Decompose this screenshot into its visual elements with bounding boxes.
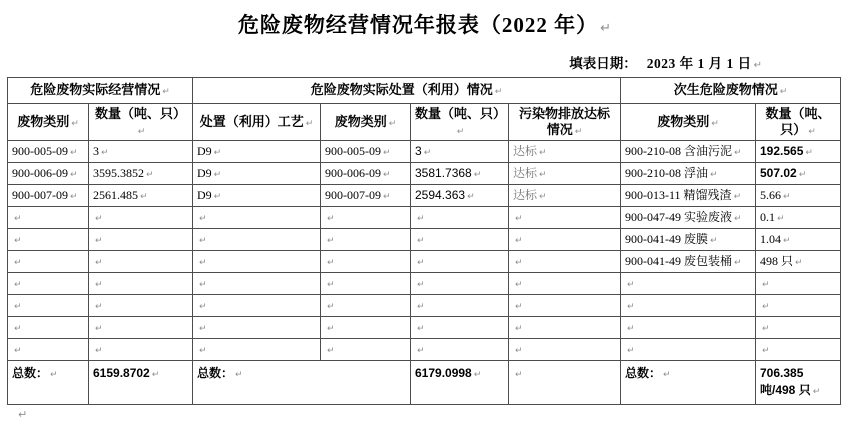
pilcrow-mark: ↵ <box>213 191 222 202</box>
table-cell[interactable] <box>321 339 411 361</box>
pilcrow-mark: ↵ <box>515 323 523 334</box>
table-cell[interactable] <box>411 207 509 229</box>
table-cell[interactable] <box>8 273 89 295</box>
cell-text: 达标 <box>513 187 538 202</box>
pilcrow-mark: ↵ <box>515 257 523 268</box>
table-cell[interactable] <box>509 317 621 339</box>
table-cell[interactable] <box>509 251 621 273</box>
pilcrow-mark: ↵ <box>423 147 432 158</box>
col-header-quantity-2[interactable] <box>411 104 509 141</box>
table-cell[interactable] <box>411 273 509 295</box>
pilcrow-mark: ↵ <box>14 279 22 290</box>
pilcrow-mark: ↵ <box>95 235 103 246</box>
pilcrow-mark: ↵ <box>199 257 207 268</box>
cell-text: 498 只 <box>760 253 794 268</box>
cell-text: 达标 <box>513 143 538 158</box>
table-cell[interactable] <box>621 141 756 163</box>
pilcrow-mark: ↵ <box>762 323 770 334</box>
table-cell[interactable] <box>621 207 756 229</box>
table-row <box>8 273 841 295</box>
cell-text: D9 <box>197 187 212 202</box>
cell-text: 6159.8702 <box>93 366 150 380</box>
pilcrow-mark: ↵ <box>494 87 503 98</box>
table-cell[interactable] <box>8 317 89 339</box>
table-cell[interactable] <box>509 141 621 163</box>
table-cell[interactable] <box>621 229 756 251</box>
table-cell[interactable] <box>756 207 841 229</box>
col-header-quantity-3[interactable] <box>756 104 841 141</box>
cell-text: 900-007-09 <box>12 187 68 202</box>
fill-date-value: 2023 年 1 月 1 日 <box>646 56 752 71</box>
table-cell[interactable] <box>321 295 411 317</box>
pilcrow-mark: ↵ <box>627 301 635 312</box>
pilcrow-mark: ↵ <box>777 213 785 224</box>
table-cell[interactable] <box>193 229 321 251</box>
pilcrow-mark: ↵ <box>18 408 28 421</box>
cell-text: 总数： <box>197 366 234 380</box>
pilcrow-mark: ↵ <box>70 191 78 202</box>
pilcrow-mark: ↵ <box>417 323 425 334</box>
table-cell[interactable] <box>756 295 841 317</box>
group-header-operation[interactable] <box>8 78 193 104</box>
pilcrow-mark: ↵ <box>14 235 22 246</box>
page-title-text: 危险废物经营情况年报表（2022 年） <box>237 13 599 37</box>
pilcrow-mark: ↵ <box>574 127 583 137</box>
pilcrow-mark: ↵ <box>734 147 742 158</box>
cell-text: 900-210-08 含油污泥 <box>625 143 732 158</box>
pilcrow-mark: ↵ <box>199 235 207 246</box>
pilcrow-mark: ↵ <box>327 257 335 268</box>
table-cell[interactable] <box>321 251 411 273</box>
col-header-text: 废物类别 <box>17 113 70 129</box>
table-cell[interactable] <box>89 251 193 273</box>
table-cell[interactable] <box>89 273 193 295</box>
pilcrow-mark: ↵ <box>305 118 314 129</box>
table-cell[interactable] <box>621 317 756 339</box>
pilcrow-mark: ↵ <box>327 323 335 334</box>
pilcrow-mark: ↵ <box>327 213 335 224</box>
pilcrow-mark: ↵ <box>71 118 79 129</box>
pilcrow-mark: ↵ <box>734 257 742 268</box>
pilcrow-mark: ↵ <box>327 301 335 312</box>
pilcrow-mark: ↵ <box>199 213 207 224</box>
table-cell[interactable] <box>411 295 509 317</box>
pilcrow-mark: ↵ <box>539 191 547 202</box>
table-cell[interactable] <box>621 295 756 317</box>
pilcrow-mark: ↵ <box>456 127 465 137</box>
pilcrow-mark: ↵ <box>515 279 523 290</box>
table-cell[interactable] <box>89 141 193 163</box>
pilcrow-mark: ↵ <box>162 87 170 98</box>
table-cell[interactable] <box>8 163 89 185</box>
pilcrow-mark: ↵ <box>627 279 635 290</box>
cell-text: 2561.485 <box>93 187 138 202</box>
pilcrow-mark: ↵ <box>388 118 397 129</box>
col-header-text: 数量（吨、只） <box>765 105 831 137</box>
table-cell[interactable] <box>621 361 756 405</box>
table-row <box>8 163 841 185</box>
table-cell[interactable] <box>756 317 841 339</box>
pilcrow-mark: ↵ <box>539 147 547 158</box>
table-cell[interactable] <box>89 361 193 405</box>
pilcrow-mark: ↵ <box>95 323 103 334</box>
cell-text: 3595.3852 <box>93 165 144 180</box>
table-cell[interactable] <box>321 207 411 229</box>
col-header-text: 数量（吨、只） <box>94 105 186 121</box>
cell-text: 900-041-49 废包装桶 <box>625 253 732 268</box>
pilcrow-mark: ↵ <box>14 323 22 334</box>
table-cell[interactable] <box>756 141 841 163</box>
col-header-disposal-process[interactable] <box>193 104 321 141</box>
table-cell[interactable] <box>509 295 621 317</box>
col-header-text: 废物类别 <box>657 113 710 129</box>
table-cell[interactable] <box>193 185 321 207</box>
table-cell[interactable] <box>509 229 621 251</box>
pilcrow-mark: ↵ <box>417 345 425 356</box>
column-header-row <box>8 104 841 141</box>
table-cell[interactable] <box>756 185 841 207</box>
pilcrow-mark: ↵ <box>199 345 207 356</box>
pilcrow-mark: ↵ <box>733 191 742 202</box>
table-row <box>8 317 841 339</box>
pilcrow-mark: ↵ <box>327 345 335 356</box>
pilcrow-mark: ↵ <box>798 169 807 180</box>
cell-text: 192.565 <box>760 143 804 158</box>
table-cell[interactable] <box>8 361 89 405</box>
table-cell[interactable] <box>411 339 509 361</box>
table-cell[interactable] <box>321 273 411 295</box>
table-cell[interactable] <box>756 163 841 185</box>
pilcrow-mark: ↵ <box>14 257 22 268</box>
pilcrow-mark: ↵ <box>808 127 816 137</box>
table-cell[interactable] <box>321 141 411 163</box>
cell-text: 900-041-49 废膜 <box>625 231 708 246</box>
table-cell[interactable] <box>8 339 89 361</box>
pilcrow-mark: ↵ <box>137 127 146 137</box>
pilcrow-mark: ↵ <box>515 345 523 356</box>
col-header-waste-category-2[interactable] <box>321 104 411 141</box>
table-cell[interactable] <box>321 185 411 207</box>
pilcrow-mark: ↵ <box>213 147 222 158</box>
pilcrow-mark: ↵ <box>383 191 391 202</box>
fill-date-line[interactable] <box>569 52 762 72</box>
col-header-waste-category-1[interactable] <box>8 104 89 141</box>
cell-text: 900-005-09 <box>12 143 68 158</box>
cell-text: 507.02 <box>760 165 797 180</box>
cell-text: 706.385 吨/498 只 <box>760 366 811 398</box>
pilcrow-mark: ↵ <box>539 169 547 180</box>
pilcrow-mark: ↵ <box>600 21 613 36</box>
table-cell[interactable] <box>8 141 89 163</box>
pilcrow-mark: ↵ <box>515 301 523 312</box>
pilcrow-mark: ↵ <box>467 191 475 202</box>
table-cell[interactable] <box>89 317 193 339</box>
pilcrow-mark: ↵ <box>711 118 719 129</box>
table-cell[interactable] <box>411 141 509 163</box>
cell-text: 900-047-49 实验废液 <box>625 209 732 224</box>
table-cell[interactable] <box>89 339 193 361</box>
pilcrow-mark: ↵ <box>515 213 523 224</box>
pilcrow-mark: ↵ <box>663 370 671 380</box>
pilcrow-mark: ↵ <box>50 370 58 380</box>
pilcrow-mark: ↵ <box>70 169 78 180</box>
pilcrow-mark: ↵ <box>213 169 222 180</box>
pilcrow-mark: ↵ <box>140 191 148 202</box>
pilcrow-mark: ↵ <box>710 235 718 246</box>
table-row <box>8 339 841 361</box>
table-cell[interactable] <box>8 295 89 317</box>
pilcrow-mark: ↵ <box>753 60 762 71</box>
cell-text: 达标 <box>513 165 538 180</box>
cell-text: 900-005-09 <box>325 143 381 158</box>
group-header-secondary[interactable] <box>621 78 841 104</box>
totals-row <box>8 361 841 405</box>
pilcrow-mark: ↵ <box>95 279 103 290</box>
pilcrow-mark: ↵ <box>235 370 243 380</box>
table-row <box>8 207 841 229</box>
pilcrow-mark: ↵ <box>327 235 335 246</box>
pilcrow-mark: ↵ <box>417 213 425 224</box>
pilcrow-mark: ↵ <box>783 191 791 202</box>
table-cell[interactable] <box>756 273 841 295</box>
cell-text: 900-006-09 <box>325 165 381 180</box>
table-cell[interactable] <box>621 185 756 207</box>
pilcrow-mark: ↵ <box>95 301 103 312</box>
pilcrow-mark: ↵ <box>734 213 742 224</box>
pilcrow-mark: ↵ <box>783 235 791 246</box>
cell-text: 900-013-11 精馏残渣 <box>625 187 732 202</box>
group-header-text: 危险废物实际经营情况 <box>30 82 161 98</box>
table-cell[interactable] <box>411 185 509 207</box>
pilcrow-mark: ↵ <box>95 257 103 268</box>
col-header-text: 污染物排放达标情况 <box>518 105 610 137</box>
group-header-text: 次生危险废物情况 <box>673 82 778 98</box>
pilcrow-mark: ↵ <box>383 147 391 158</box>
pilcrow-mark: ↵ <box>14 213 22 224</box>
table-cell[interactable] <box>89 185 193 207</box>
pilcrow-mark: ↵ <box>14 301 22 312</box>
report-table-body <box>8 141 841 405</box>
table-cell[interactable] <box>193 339 321 361</box>
table-row <box>8 295 841 317</box>
hazardous-waste-report-table[interactable] <box>7 77 841 405</box>
pilcrow-mark: ↵ <box>812 387 821 398</box>
cell-text: 0.1 <box>760 209 775 224</box>
table-cell[interactable] <box>756 251 841 273</box>
table-cell[interactable] <box>756 339 841 361</box>
table-cell[interactable] <box>321 317 411 339</box>
pilcrow-mark: ↵ <box>805 147 813 158</box>
table-cell[interactable] <box>756 229 841 251</box>
pilcrow-mark: ↵ <box>101 147 109 158</box>
table-cell[interactable] <box>193 317 321 339</box>
table-cell[interactable] <box>89 163 193 185</box>
table-cell[interactable] <box>509 163 621 185</box>
table-cell[interactable] <box>193 295 321 317</box>
table-cell[interactable] <box>193 273 321 295</box>
cell-text: 6179.0998 <box>415 366 472 380</box>
pilcrow-mark: ↵ <box>762 279 770 290</box>
col-header-quantity-1[interactable] <box>89 104 193 141</box>
table-cell[interactable] <box>89 207 193 229</box>
cell-text: D9 <box>197 143 212 158</box>
table-cell[interactable] <box>411 229 509 251</box>
table-cell[interactable] <box>193 141 321 163</box>
table-cell[interactable] <box>411 317 509 339</box>
table-cell[interactable] <box>621 339 756 361</box>
table-cell[interactable] <box>89 229 193 251</box>
table-cell[interactable] <box>509 273 621 295</box>
table-cell[interactable] <box>193 361 411 405</box>
pilcrow-mark: ↵ <box>383 169 391 180</box>
table-cell[interactable] <box>8 185 89 207</box>
pilcrow-mark: ↵ <box>779 87 788 98</box>
fill-date-label: 填表日期： <box>569 56 637 71</box>
pilcrow-mark: ↵ <box>199 323 207 334</box>
table-cell[interactable] <box>509 339 621 361</box>
table-cell[interactable] <box>509 207 621 229</box>
pilcrow-mark: ↵ <box>515 370 523 380</box>
table-cell[interactable] <box>8 251 89 273</box>
pilcrow-mark: ↵ <box>95 213 103 224</box>
pilcrow-mark: ↵ <box>417 257 425 268</box>
pilcrow-mark: ↵ <box>710 169 718 180</box>
table-cell[interactable] <box>621 273 756 295</box>
col-header-waste-category-3[interactable] <box>621 104 756 141</box>
table-cell[interactable] <box>621 163 756 185</box>
table-cell[interactable] <box>509 361 621 405</box>
pilcrow-mark: ↵ <box>151 370 160 380</box>
table-cell[interactable] <box>411 163 509 185</box>
group-header-text: 危险废物实际处置（利用）情况 <box>310 82 493 98</box>
col-header-text: 数量（吨、只） <box>415 105 507 121</box>
pilcrow-mark: ↵ <box>417 301 425 312</box>
pilcrow-mark: ↵ <box>627 345 635 356</box>
page-title[interactable] <box>0 9 850 39</box>
cell-text: 900-210-08 浮油 <box>625 165 708 180</box>
table-cell[interactable] <box>8 207 89 229</box>
cell-text: 900-006-09 <box>12 165 68 180</box>
table-row <box>8 185 841 207</box>
table-cell[interactable] <box>193 251 321 273</box>
cell-text: 总数： <box>12 366 49 380</box>
pilcrow-mark: ↵ <box>762 345 770 356</box>
table-cell[interactable] <box>411 361 509 405</box>
group-header-disposal[interactable] <box>193 78 621 104</box>
pilcrow-mark: ↵ <box>146 169 154 180</box>
pilcrow-mark: ↵ <box>327 279 335 290</box>
pilcrow-mark: ↵ <box>95 345 103 356</box>
cell-text: 3581.7368 <box>415 165 472 180</box>
table-row <box>8 229 841 251</box>
table-cell[interactable] <box>321 229 411 251</box>
group-header-row <box>8 78 841 104</box>
cell-text: 900-007-09 <box>325 187 381 202</box>
pilcrow-mark: ↵ <box>199 301 207 312</box>
table-cell[interactable] <box>411 251 509 273</box>
pilcrow-mark: ↵ <box>417 235 425 246</box>
pilcrow-mark: ↵ <box>417 279 425 290</box>
cell-text: 3 <box>93 143 99 158</box>
col-header-text: 处置（利用）工艺 <box>199 113 304 129</box>
pilcrow-mark: ↵ <box>473 169 482 180</box>
cell-text: 1.04 <box>760 231 781 246</box>
table-cell[interactable] <box>321 163 411 185</box>
table-cell[interactable] <box>89 295 193 317</box>
col-header-text: 废物类别 <box>334 113 387 129</box>
table-row <box>8 251 841 273</box>
table-cell[interactable] <box>621 251 756 273</box>
table-cell[interactable] <box>8 229 89 251</box>
pilcrow-mark: ↵ <box>14 345 22 356</box>
pilcrow-mark: ↵ <box>515 235 523 246</box>
table-cell[interactable] <box>509 185 621 207</box>
col-header-pollutant-compliance[interactable] <box>509 104 621 141</box>
cell-text: 2594.363 <box>415 187 466 202</box>
table-cell[interactable] <box>193 163 321 185</box>
end-paragraph[interactable] <box>18 405 27 423</box>
cell-text: 3 <box>415 143 422 158</box>
cell-text: 5.66 <box>760 187 781 202</box>
cell-text: D9 <box>197 165 212 180</box>
pilcrow-mark: ↵ <box>795 257 803 268</box>
cell-text: 总数： <box>625 366 662 380</box>
pilcrow-mark: ↵ <box>762 301 770 312</box>
pilcrow-mark: ↵ <box>627 323 635 334</box>
table-cell[interactable] <box>756 361 841 405</box>
pilcrow-mark: ↵ <box>473 370 482 380</box>
pilcrow-mark: ↵ <box>70 147 78 158</box>
table-cell[interactable] <box>193 207 321 229</box>
pilcrow-mark: ↵ <box>199 279 207 290</box>
table-row <box>8 141 841 163</box>
